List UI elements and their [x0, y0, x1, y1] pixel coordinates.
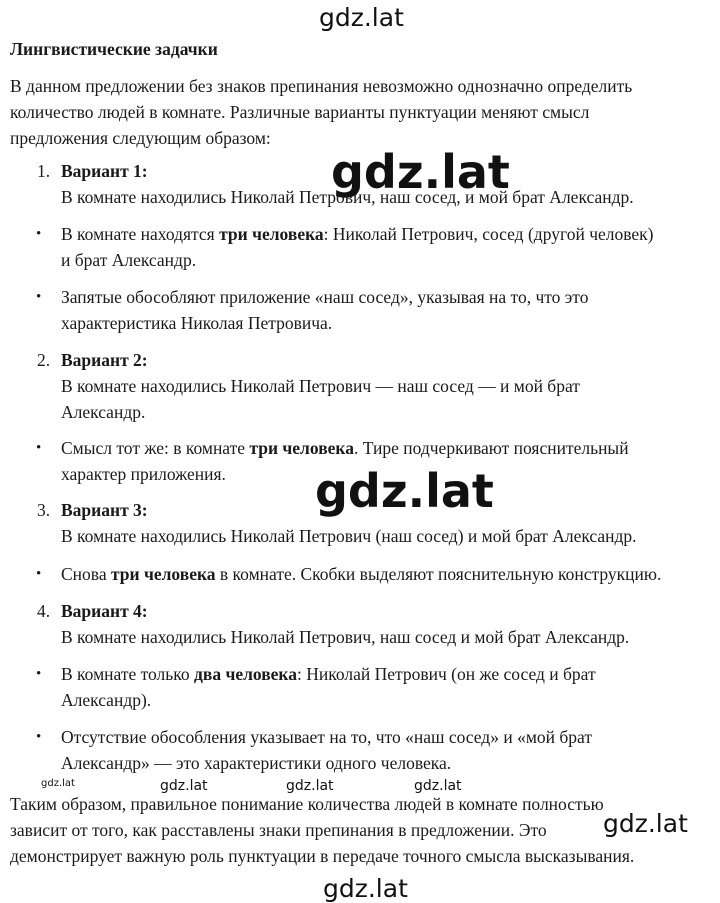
text-run: Смысл тот же: в комнате — [61, 438, 250, 458]
list-number: 1. — [37, 161, 51, 181]
bullet: • — [36, 226, 42, 242]
conclusion-line: Таким образом, правильное понимание количества людей в комнате полностью — [10, 794, 604, 814]
bullet: • — [36, 566, 42, 582]
watermark-top: gdz.lat — [319, 3, 404, 32]
variant-body — [61, 598, 629, 650]
bullet: • — [36, 666, 42, 682]
text-run: . Тире подчеркивают пояснительный — [353, 438, 629, 458]
variant-sentence: Александр. — [61, 402, 146, 422]
bullet-text — [61, 561, 661, 587]
watermark-right: gdz.lat — [603, 809, 688, 838]
bullet-line: характеристика Николая Петровича. — [61, 313, 333, 333]
text-run: : Николай Петрович, сосед (другой человек) — [323, 224, 654, 244]
variant-title-text: Вариант 4: — [61, 601, 148, 621]
variant-title — [61, 497, 637, 523]
bullet-line: Отсутствие обособления указывает на то, что «наш сосед» и «мой брат — [61, 727, 592, 747]
variant-body — [61, 347, 580, 425]
watermark-large-1: gdz.lat — [331, 145, 510, 199]
bullet-text — [61, 435, 629, 487]
list-number: 2. — [37, 350, 51, 370]
text-run: В комнате только — [61, 664, 195, 684]
bullet-line: и брат Александр. — [61, 250, 197, 270]
emphasis: три человека — [219, 224, 324, 244]
watermark-bottom: gdz.lat — [323, 874, 408, 903]
text-run: в комнате. Скобки выделяют пояснительную конструкцию. — [215, 564, 662, 584]
bullet-line — [61, 661, 596, 687]
bullet-text — [61, 724, 592, 776]
variant-body — [61, 158, 634, 210]
bullet-line — [61, 435, 629, 461]
emphasis: три человека — [249, 438, 354, 458]
bullet-line — [61, 221, 654, 247]
intro-line: количество людей в комнате. Различные варианты пунктуации меняют смысл — [10, 102, 590, 122]
text-run: : Николай Петрович (он же сосед и брат — [297, 664, 596, 684]
conclusion-line: демонстрирует важную роль пунктуации в передаче точного смысла высказывания. — [10, 846, 635, 866]
intro-paragraph — [10, 73, 632, 151]
variant-sentence: В комнате находились Николай Петрович, наш сосед и мой брат Александр. — [61, 627, 630, 647]
intro-line: В данном предложении без знаков препинания невозможно однозначно определить — [10, 76, 633, 96]
emphasis: два человека — [194, 664, 297, 684]
variant-sentence: В комнате находились Николай Петрович — наш сосед — и мой брат — [61, 376, 580, 396]
bullet-line: Александр» — это характеристики одного человека. — [61, 753, 452, 773]
variant-title-text: Вариант 1: — [61, 161, 148, 181]
variant-title — [61, 347, 580, 373]
watermark-small-0: gdz.lat — [41, 778, 75, 789]
variant-title — [61, 598, 629, 624]
bullet-text — [61, 661, 596, 713]
bullet: • — [36, 440, 42, 456]
bullet-line: характер приложения. — [61, 464, 226, 484]
watermark-small-1: gdz.lat — [160, 778, 208, 794]
bullet-line — [61, 561, 661, 587]
list-number: 3. — [37, 500, 51, 520]
conclusion-line: зависит от того, как расставлены знаки препинания в предложении. Это — [10, 820, 547, 840]
intro-line: предложения следующим образом: — [10, 128, 271, 148]
emphasis: три человека — [110, 564, 216, 584]
watermark-large-2: gdz.lat — [315, 464, 494, 518]
variant-sentence: В комнате находились Николай Петрович (наш сосед) и мой брат Александр. — [61, 526, 637, 546]
watermark-small-2: gdz.lat — [286, 778, 334, 794]
variant-title-text: Вариант 3: — [61, 500, 148, 520]
conclusion-paragraph — [10, 791, 634, 869]
bullet-line: Александр). — [61, 690, 152, 710]
list-number: 4. — [37, 601, 51, 621]
bullet-text — [61, 284, 588, 336]
bullet: • — [36, 729, 42, 745]
text-run: В комнате находятся — [61, 224, 220, 244]
variant-title-text: Вариант 2: — [61, 350, 148, 370]
page-title: Лингвистические задачки — [10, 39, 218, 59]
bullet: • — [36, 289, 42, 305]
variant-title — [61, 158, 634, 184]
text-run: Снова — [61, 564, 111, 584]
bullet-text — [61, 221, 654, 273]
variant-body — [61, 497, 637, 549]
bullet-line: Запятые обособляют приложение «наш сосед», указывая на то, что это — [61, 287, 589, 307]
variant-sentence: В комнате находились Николай Петрович, наш сосед, и мой брат Александр. — [61, 187, 634, 207]
watermark-small-3: gdz.lat — [414, 778, 462, 794]
